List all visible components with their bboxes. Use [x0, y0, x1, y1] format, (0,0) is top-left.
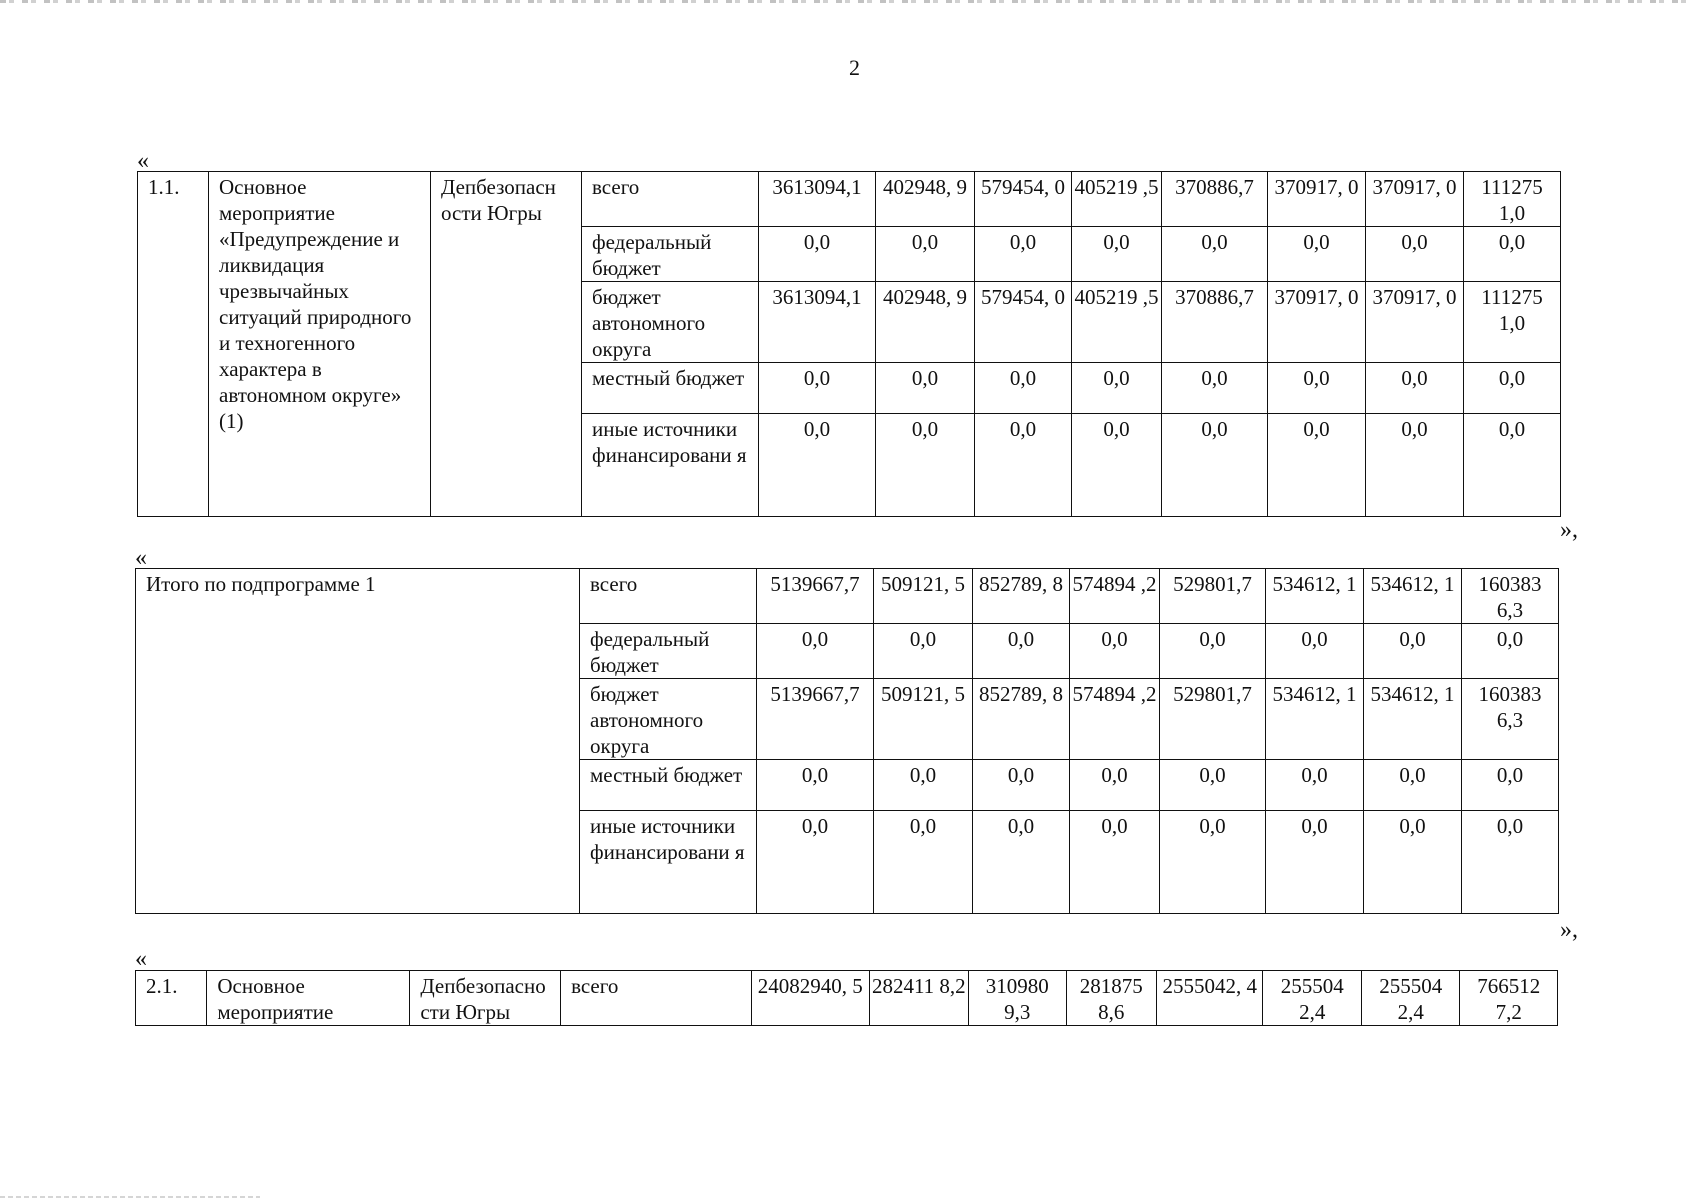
- amount-cell: 370917, 0: [1268, 172, 1366, 227]
- amount-cell: 0,0: [975, 414, 1072, 517]
- table-activity-2-1-body: [136, 971, 1558, 1026]
- amount-cell: 111275 1,0: [1464, 282, 1561, 363]
- amount-cell: 24082940, 5: [752, 971, 870, 1026]
- amount-cell: 0,0: [1462, 811, 1559, 914]
- subprogram-total-label: Итого по подпрограмме 1: [136, 569, 580, 914]
- amount-cell: 509121, 5: [874, 679, 973, 760]
- amount-cell: 2555042, 4: [1156, 971, 1263, 1026]
- executor: Депбезопасн ости Югры: [431, 172, 582, 517]
- amount-cell: 405219 ,5: [1072, 282, 1162, 363]
- amount-cell: 0,0: [757, 624, 874, 679]
- funding-source: всего: [561, 971, 752, 1026]
- amount-cell: 766512 7,2: [1460, 971, 1558, 1026]
- row-number: 2.1.: [136, 971, 207, 1026]
- funding-source: местный бюджет: [580, 760, 757, 811]
- row-number: 1.1.: [138, 172, 209, 517]
- table-row: [138, 172, 1561, 227]
- amount-cell: 0,0: [1366, 363, 1464, 414]
- scan-edge-bottom: [0, 1196, 260, 1198]
- open-quote-1: «: [137, 148, 149, 174]
- amount-cell: 5139667,7: [757, 679, 874, 760]
- amount-cell: 509121, 5: [874, 569, 973, 624]
- amount-cell: 0,0: [1072, 227, 1162, 282]
- page-number: 2: [849, 55, 860, 80]
- amount-cell: 579454, 0: [975, 172, 1072, 227]
- close-quote-1: »,: [1560, 517, 1578, 543]
- amount-cell: 0,0: [1266, 760, 1364, 811]
- amount-cell: 0,0: [1266, 811, 1364, 914]
- amount-cell: 0,0: [1462, 624, 1559, 679]
- executor: Депбезопасно сти Югры: [410, 971, 561, 1026]
- amount-cell: 852789, 8: [973, 679, 1070, 760]
- amount-cell: 0,0: [759, 414, 876, 517]
- amount-cell: 5139667,7: [757, 569, 874, 624]
- open-quote-2: «: [135, 545, 147, 571]
- table-subprogram-total: [135, 568, 1559, 914]
- table-row: [136, 569, 1559, 624]
- amount-cell: 0,0: [1464, 414, 1561, 517]
- amount-cell: 0,0: [975, 363, 1072, 414]
- scan-edge-top: [0, 0, 1686, 3]
- amount-cell: 574894 ,2: [1070, 679, 1160, 760]
- amount-cell: 0,0: [876, 227, 975, 282]
- amount-cell: 0,0: [757, 760, 874, 811]
- amount-cell: 0,0: [757, 811, 874, 914]
- amount-cell: 534612, 1: [1364, 569, 1462, 624]
- amount-cell: 255504 2,4: [1361, 971, 1459, 1026]
- amount-cell: 0,0: [1268, 227, 1366, 282]
- amount-cell: 534612, 1: [1364, 679, 1462, 760]
- funding-source: иные источники финансировани я: [580, 811, 757, 914]
- amount-cell: 0,0: [1160, 811, 1266, 914]
- amount-cell: 0,0: [1160, 760, 1266, 811]
- amount-cell: 852789, 8: [973, 569, 1070, 624]
- activity-name: Основное мероприятие «Предупреждение и ликвидация чрезвычайных ситуаций природного и техногенного характера в автономном округе» (1): [209, 172, 431, 517]
- amount-cell: 255504 2,4: [1263, 971, 1361, 1026]
- amount-cell: 0,0: [1162, 227, 1268, 282]
- amount-cell: 310980 9,3: [969, 971, 1066, 1026]
- amount-cell: 370886,7: [1162, 282, 1268, 363]
- funding-source: федеральный бюджет: [582, 227, 759, 282]
- amount-cell: 0,0: [973, 811, 1070, 914]
- amount-cell: 281875 8,6: [1066, 971, 1156, 1026]
- amount-cell: 0,0: [1160, 624, 1266, 679]
- amount-cell: 0,0: [1366, 414, 1464, 517]
- amount-cell: 0,0: [1366, 227, 1464, 282]
- table-activity-1-1: [137, 171, 1561, 517]
- amount-cell: 0,0: [1464, 227, 1561, 282]
- funding-source: иные источники финансировани я: [582, 414, 759, 517]
- amount-cell: 370917, 0: [1268, 282, 1366, 363]
- amount-cell: 0,0: [973, 760, 1070, 811]
- table-subprogram-total-body: [136, 569, 1559, 914]
- amount-cell: 0,0: [874, 624, 973, 679]
- amount-cell: 0,0: [1070, 624, 1160, 679]
- funding-source: бюджет автономного округа: [582, 282, 759, 363]
- amount-cell: 282411 8,2: [869, 971, 968, 1026]
- amount-cell: 402948, 9: [876, 172, 975, 227]
- amount-cell: 0,0: [1268, 414, 1366, 517]
- amount-cell: 405219 ,5: [1072, 172, 1162, 227]
- amount-cell: 529801,7: [1160, 569, 1266, 624]
- funding-source: местный бюджет: [582, 363, 759, 414]
- amount-cell: 529801,7: [1160, 679, 1266, 760]
- amount-cell: 0,0: [1070, 760, 1160, 811]
- amount-cell: 0,0: [1464, 363, 1561, 414]
- amount-cell: 0,0: [1268, 363, 1366, 414]
- amount-cell: 0,0: [973, 624, 1070, 679]
- close-quote-2: »,: [1560, 917, 1578, 943]
- amount-cell: 3613094,1: [759, 282, 876, 363]
- amount-cell: 0,0: [1072, 414, 1162, 517]
- table-activity-1-1-body: [138, 172, 1561, 517]
- amount-cell: 0,0: [1162, 363, 1268, 414]
- amount-cell: 0,0: [759, 363, 876, 414]
- amount-cell: 402948, 9: [876, 282, 975, 363]
- amount-cell: 0,0: [975, 227, 1072, 282]
- funding-source: всего: [580, 569, 757, 624]
- funding-source: всего: [582, 172, 759, 227]
- amount-cell: 0,0: [1364, 811, 1462, 914]
- amount-cell: 534612, 1: [1266, 569, 1364, 624]
- activity-name: Основное мероприятие: [207, 971, 410, 1026]
- open-quote-3: «: [135, 946, 147, 972]
- amount-cell: 0,0: [1072, 363, 1162, 414]
- amount-cell: 0,0: [876, 414, 975, 517]
- amount-cell: 574894 ,2: [1070, 569, 1160, 624]
- amount-cell: 3613094,1: [759, 172, 876, 227]
- amount-cell: 0,0: [1070, 811, 1160, 914]
- amount-cell: 0,0: [876, 363, 975, 414]
- amount-cell: 0,0: [1462, 760, 1559, 811]
- amount-cell: 0,0: [759, 227, 876, 282]
- amount-cell: 160383 6,3: [1462, 679, 1559, 760]
- amount-cell: 0,0: [874, 811, 973, 914]
- amount-cell: 534612, 1: [1266, 679, 1364, 760]
- amount-cell: 370886,7: [1162, 172, 1268, 227]
- amount-cell: 0,0: [1162, 414, 1268, 517]
- amount-cell: 370917, 0: [1366, 282, 1464, 363]
- amount-cell: 0,0: [1364, 760, 1462, 811]
- funding-source: бюджет автономного округа: [580, 679, 757, 760]
- amount-cell: 0,0: [1364, 624, 1462, 679]
- amount-cell: 160383 6,3: [1462, 569, 1559, 624]
- amount-cell: 579454, 0: [975, 282, 1072, 363]
- funding-source: федеральный бюджет: [580, 624, 757, 679]
- amount-cell: 111275 1,0: [1464, 172, 1561, 227]
- amount-cell: 0,0: [1266, 624, 1364, 679]
- amount-cell: 0,0: [874, 760, 973, 811]
- table-activity-2-1: [135, 970, 1558, 1026]
- table-row: [136, 971, 1558, 1026]
- amount-cell: 370917, 0: [1366, 172, 1464, 227]
